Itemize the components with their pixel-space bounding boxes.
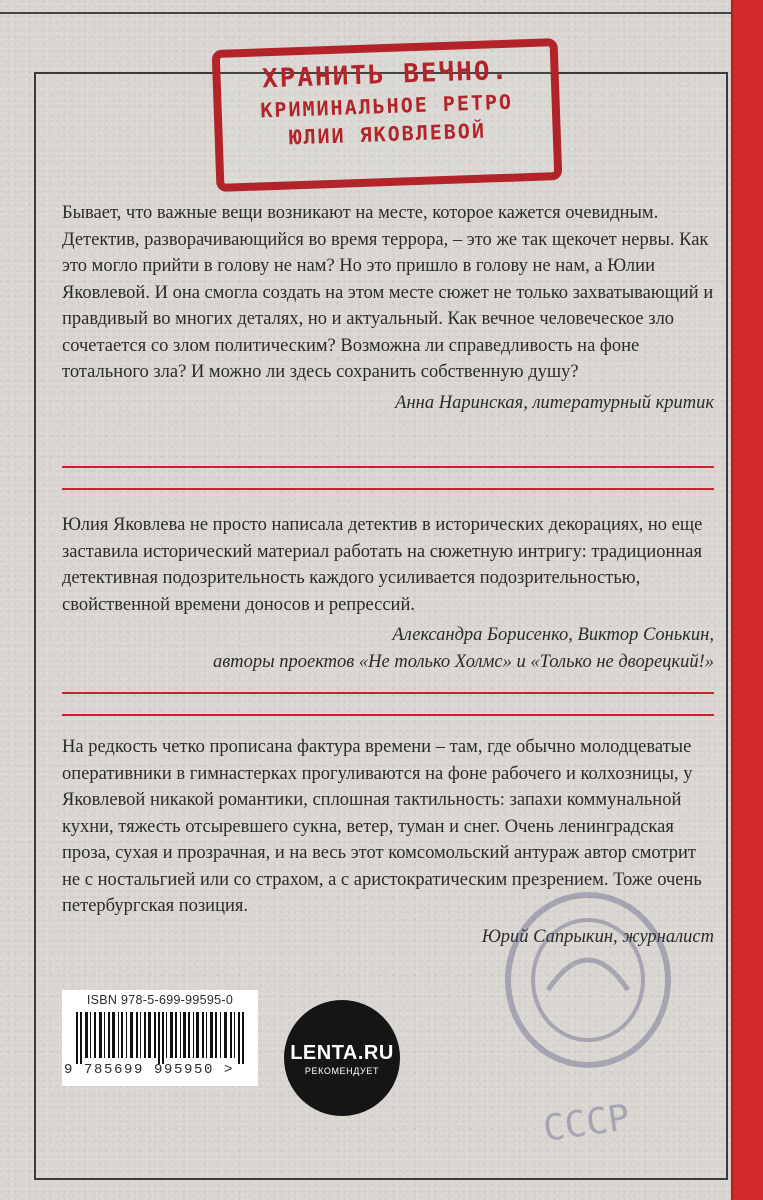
quote-2-author-2: авторы проектов «Не только Холмс» и «Только не дворецкий!»: [212, 651, 714, 672]
quote-3-author: Юрий Сапрыкин, журналист: [481, 926, 714, 947]
quote-2-text: Юлия Яковлева не просто написала детектив в исторических декорациях, но еще заставила исторический материал работать на сюжетную интригу: традиционная детективная подозрительность каждого усиливается подозрительностью, свойственной времени доносов и репрессий.: [62, 515, 703, 615]
quote-1: [62, 200, 714, 416]
frame-top-line: [0, 12, 733, 14]
quote-1-author: Анна Наринская, литературный критик: [395, 392, 714, 413]
divider-rule-1b: [62, 488, 714, 490]
quote-2-author: Александра Борисенко, Виктор Сонькин,: [392, 625, 714, 645]
seal-text: СССР: [540, 1097, 633, 1150]
barcode-bars: [76, 1012, 244, 1064]
lenta-ru-badge: [284, 1000, 400, 1116]
lenta-tagline: РЕКОМЕНДУЕТ: [304, 1066, 380, 1076]
stamp-line-2: КРИМИНАЛЬНОЕ РЕТРО: [259, 89, 514, 123]
quote-1-text: Бывает, что важные вещи возникают на месте, которое кажется очевидным. Детектив, разворачивающийся во время террора, – это же так щекочет нервы. Как это могло прийти в голову не нам? Но это пришло в голову не нам, а Юлии Яковлевой. И она смогла создать на этом месте сюжет не только захватывающий и правдивый во многих деталях, но и актуальный. Как вечное человеческое зло сочетается со злом политическим? Возможна ли справедливость на фоне тотального зла? И можно ли здесь сохранить собственную душу?: [62, 203, 714, 382]
ussr-seal-stamp: [488, 870, 688, 1170]
lenta-logo-text: LENTA.RU: [290, 1042, 394, 1064]
series-stamp: [212, 38, 563, 192]
stamp-line-1: ХРАНИТЬ ВЕЧНО.: [261, 55, 510, 95]
quote-2: [62, 512, 714, 675]
isbn-barcode: [62, 990, 258, 1086]
barcode-digits: 9 785699 995950 >: [64, 1062, 235, 1078]
divider-rule-1a: [62, 466, 714, 468]
isbn-number: ISBN 978-5-699-99595-0: [86, 993, 234, 1007]
stamp-line-3: ЮЛИИ ЯКОВЛЕВОЙ: [289, 118, 487, 150]
red-spine: [731, 0, 763, 1200]
divider-rule-2b: [62, 714, 714, 716]
divider-rule-2a: [62, 692, 714, 694]
quote-3-text: На редкость четко прописана фактура времени – там, где обычно молодцеватые оперативники в гимнастерках прогуливаются на фоне рабочего и колхозницы, у Яковлевой никакой романтики, сплошная тактильность: запахи коммунальной кухни, тяжесть отсыревшего сукна, ветер, туман и снег. Очень ленинградская проза, сухая и прозрачная, и на весь этот комсомольский антураж автор смотрит не с ностальгией или со страхом, а с аристократическим презрением. Тоже очень петербургская позиция.: [62, 737, 702, 916]
